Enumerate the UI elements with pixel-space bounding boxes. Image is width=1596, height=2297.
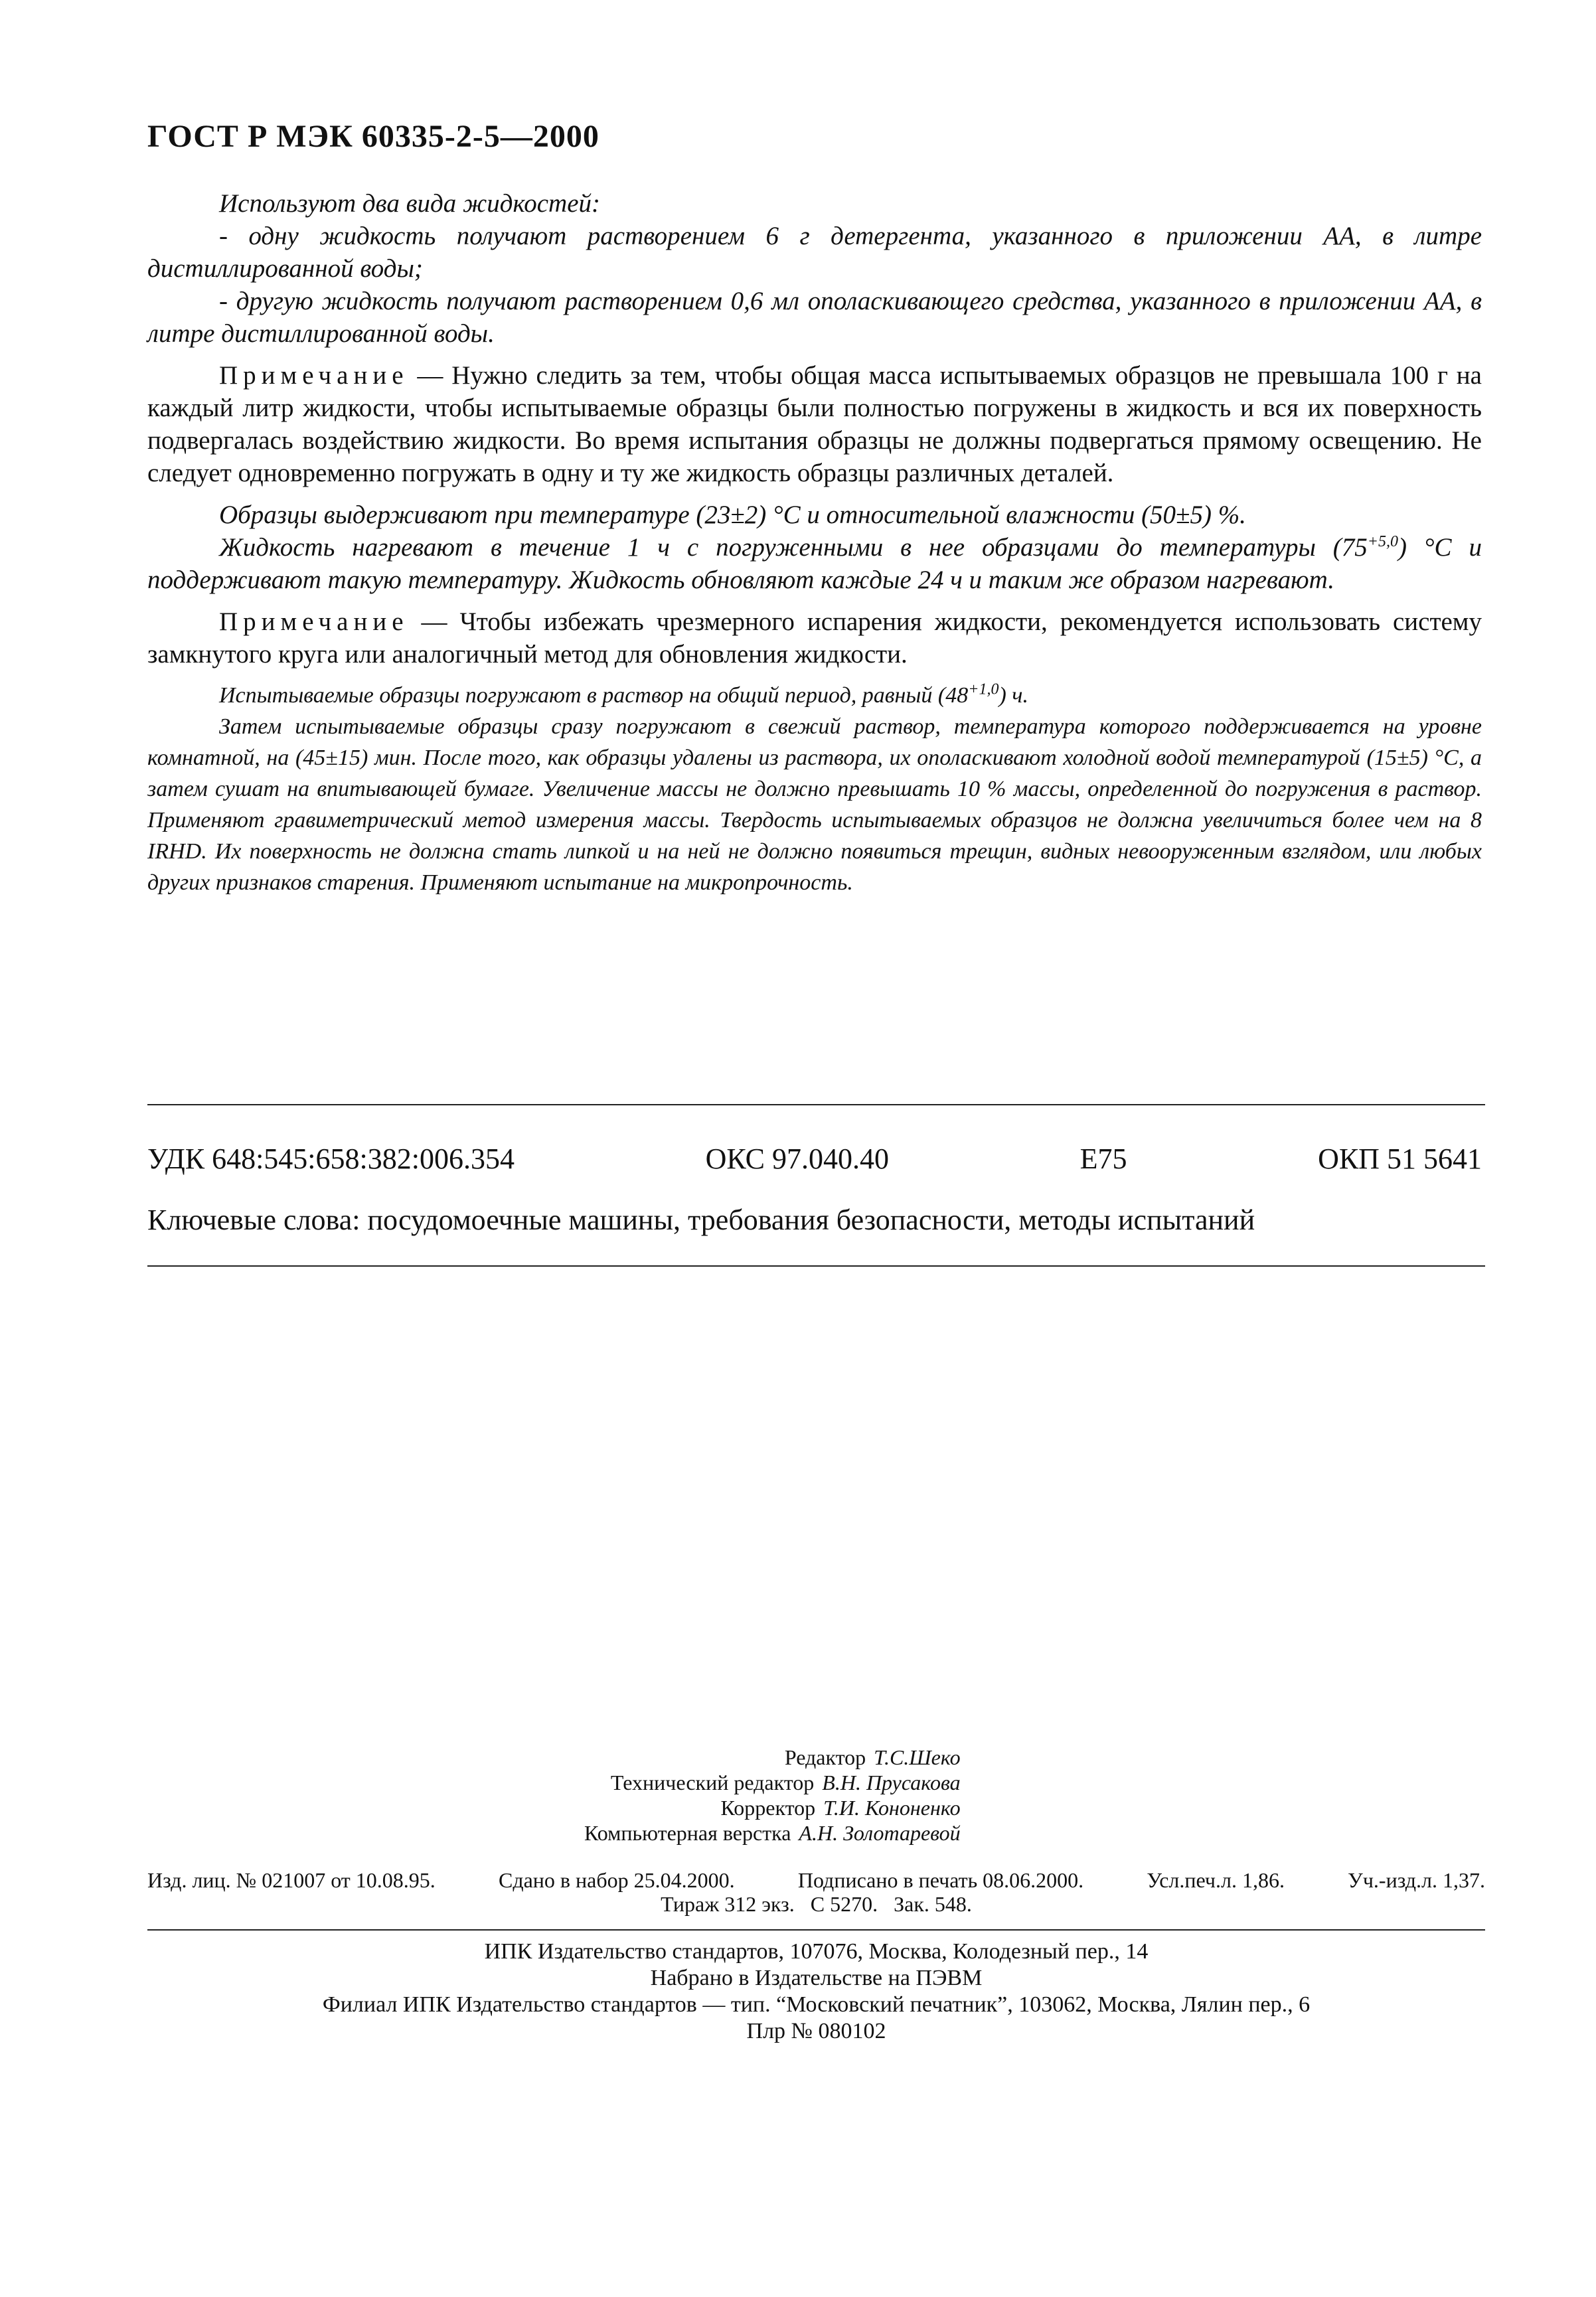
okp-code: ОКП 51 5641 (1318, 1143, 1482, 1175)
publication-row-2 (147, 1892, 1485, 1916)
divider-publisher (147, 1929, 1485, 1931)
publisher-line-2: Набрано в Издательстве на ПЭВМ (650, 1966, 983, 1990)
divider-keywords (147, 1265, 1485, 1267)
immersion-text-b: ) ч. (998, 683, 1029, 708)
body-text (147, 187, 1482, 898)
publisher-block (147, 1939, 1485, 2045)
heating-text-b: ) °С и поддерживают такую температуру. Жидкость обновляют каждые 24 ч и таким же образом нагревают. (147, 533, 1482, 594)
publisher-line-3: Филиал ИПК Издательство стандартов — тип. “Московский печатник”, 103062, Москва, Лялин пер., 6 (322, 1992, 1311, 2017)
publisher-line-4: Плр № 080102 (746, 2019, 886, 2043)
credit-corrector: Корректор Т.И. Кононенко (720, 1796, 961, 1820)
order-number: Зак. 548. (894, 1892, 972, 1916)
immersion-paragraph (147, 680, 1482, 711)
note-2-text: — Чтобы избежать чрезмерного испарения жидкости, рекомендуется использовать систему замкнутого круга или аналогичный метод для обновления жидкости. (147, 607, 1482, 669)
credit-tech-editor: Технический редактор В.Н. Прусакова (610, 1771, 961, 1794)
note-1-label: Примечание (219, 361, 409, 390)
liquid-2-paragraph: - другую жидкость получают растворением 0,6 мл ополаскивающего средства, указанного в приложении АА, в литре дистиллированной воды. (147, 287, 1482, 348)
liquids-intro: Используют два вида жидкостей: (219, 189, 601, 218)
note-2-label: Примечание (219, 607, 409, 636)
credit-editor: Редактор Т.С.Шеко (784, 1745, 961, 1769)
credits-block (584, 1745, 961, 1846)
signed-to-print: Подписано в печать 08.06.2000. (797, 1868, 1084, 1892)
immersion-text-a: Испытываемые образцы погружают в раствор на общий период, равный (48 (219, 683, 969, 708)
classification-codes (147, 1142, 1482, 1176)
page-ref: С 5270. (810, 1892, 878, 1916)
publication-row-1 (147, 1868, 1485, 1892)
sent-to-set: Сдано в набор 25.04.2000. (498, 1868, 735, 1892)
standard-header: ГОСТ Р МЭК 60335-2-5—2000 (147, 119, 599, 154)
oks-code: ОКС 97.040.40 (705, 1143, 889, 1175)
note-1-text: — Нужно следить за тем, чтобы общая масса испытываемых образцов не превышала 100 г на каждый литр жидкости, чтобы испытываемые образцы были полностью погружены в жидкость и вся их поверхность подвергалась воздействию жидкости. Во время испытания образцы не должны подвергаться прямому освещению. Не следует одновременно погружать в одну и ту же жидкость образцы различных деталей. (147, 361, 1482, 487)
note-1-paragraph (147, 359, 1482, 489)
immersion-tolerance: +1,0 (968, 680, 999, 698)
print-sheets: Усл.печ.л. 1,86. (1147, 1868, 1285, 1892)
credit-layout: Компьютерная верстка А.Н. Золотаревой (584, 1821, 961, 1845)
heating-paragraph (147, 531, 1482, 596)
after-test-paragraph: Затем испытываемые образцы сразу погружают в свежий раствор, температура которого поддерживается на уровне комнатной, на (45±15) мин. После того, как образцы удалены из раствора, их ополаскивают холодной водой температурой (15±5) °С, а затем сушат на впитывающей бумаге. Увеличение массы не должно превышать 10 % массы, определенной до погружения в раствор. Применяют гравиметрический метод измерения массы. Твердость испытываемых образцов не должна увеличиться более чем на 8 IRHD. Их поверхность не должна стать липкой и на ней не должно появиться трещин, видных невооруженным взглядом, или любых других признаков старения. Применяют испытание на микропрочность. (147, 714, 1482, 895)
publisher-line-1: ИПК Издательство стандартов, 107076, Москва, Колодезный пер., 14 (484, 1939, 1149, 1964)
divider-top (147, 1104, 1485, 1105)
publication-info (147, 1868, 1485, 1916)
keywords: Ключевые слова: посудомоечные машины, требования безопасности, методы испытаний (147, 1204, 1255, 1236)
liquid-1-paragraph: - одну жидкость получают растворением 6 г детергента, указанного в приложении АА, в литре дистиллированной воды; (147, 222, 1482, 283)
e-code: Е75 (1079, 1143, 1127, 1175)
heating-tolerance: +5,0 (1367, 533, 1398, 550)
note-2-paragraph (147, 605, 1482, 671)
heating-text-a: Жидкость нагревают в течение 1 ч с погруженными в нее образцами до температуры (75 (219, 533, 1368, 562)
circulation: Тираж 312 экз. (661, 1892, 795, 1916)
license: Изд. лиц. № 021007 от 10.08.95. (147, 1868, 436, 1892)
edit-sheets: Уч.-изд.л. 1,37. (1348, 1868, 1485, 1892)
conditioning-paragraph: Образцы выдерживают при температуре (23±2) °С и относительной влажности (50±5) %. (219, 501, 1246, 529)
udk-code: УДК 648:545:658:382:006.354 (147, 1143, 515, 1175)
